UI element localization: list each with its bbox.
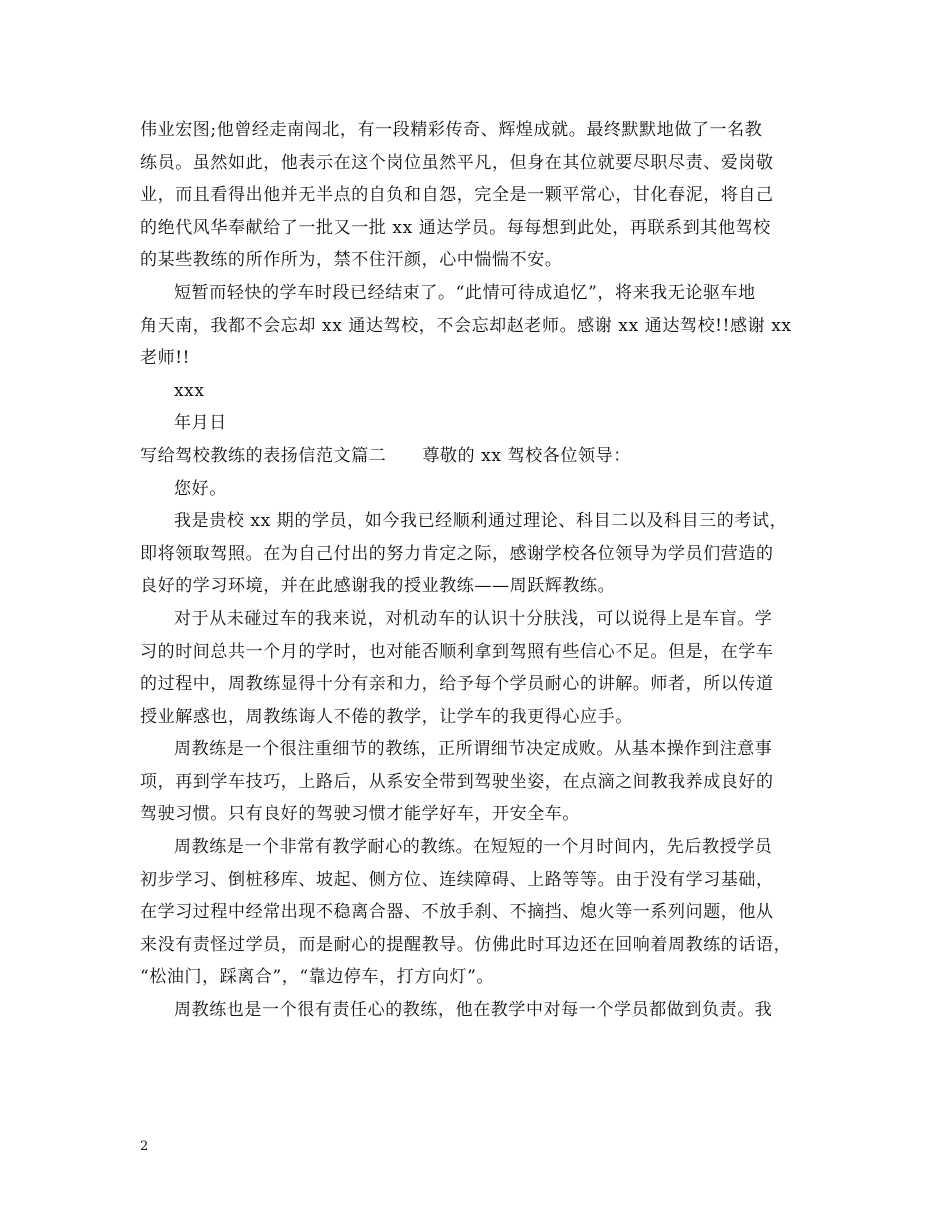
page-number: 2: [140, 1139, 149, 1154]
document-body: [140, 117, 825, 1030]
text-line: 的过程中，周教练显得十分有亲和力，给予每个学员耐心的讲解。师者，所以传道: [140, 674, 774, 695]
text-line: 对于从未碰过车的我来说，对机动车的认识十分肤浅，可以说得上是车盲。学: [174, 608, 773, 629]
text-line: 初步学习、倒桩移库、坡起、侧方位、连续障碍、上路等等。由于没有学习基础，: [140, 869, 774, 890]
signature-date: 年月日: [174, 413, 227, 434]
text-line: 老师!!: [140, 348, 191, 369]
text-line: 的绝代风华奉献给了一批又一批 xx 通达学员。每每想到此处，再联系到其他驾校: [140, 217, 771, 238]
text-line: 授业解惑也，周教练诲人不倦的教学，让学车的我更得心应手。: [140, 706, 633, 727]
text-line: 周教练也是一个很有责任心的教练，他在教学中对每一个学员都做到负责。我: [174, 1000, 773, 1021]
text-line: 周教练是一个很注重细节的教练，正所谓细节决定成败。从基本操作到注意事: [174, 739, 773, 760]
text-line: 练员。虽然如此，他表示在这个岗位虽然平凡，但身在其位就要尽职尽责、爱岗敬: [140, 152, 774, 173]
greeting: 您好。: [174, 478, 227, 499]
text-line: 驾驶习惯。只有良好的驾驶习惯才能学好车，开安全车。: [140, 804, 580, 825]
text-line: 项，再到学车技巧，上路后，从系安全带到驾驶坐姿，在点滴之间教我养成良好的: [140, 771, 774, 792]
text-line: 良好的学习环境，并在此感谢我的授业教练——周跃辉教练。: [140, 576, 616, 597]
section-heading-line: [140, 443, 825, 469]
salutation: 尊敬的 xx 驾校各位领导：: [422, 445, 631, 466]
signature-name: xxx: [174, 380, 205, 401]
text-line: 业，而且看得出他并无半点的自负和自怨，完全是一颗平常心，甘化春泥，将自己: [140, 185, 774, 206]
text-line: 周教练是一个非常有教学耐心的教练。在短短的一个月时间内，先后教授学员: [174, 837, 773, 858]
section-title: 写给驾校教练的表扬信范文篇二: [140, 445, 387, 466]
text-line: 即将领取驾照。在为自己付出的努力肯定之际，感谢学校各位领导为学员们营造的: [140, 543, 774, 564]
text-line: 来没有责怪过学员，而是耐心的提醒教导。仿佛此时耳边还在回响着周教练的话语，: [140, 934, 792, 955]
text-line: 在学习过程中经常出现不稳离合器、不放手刹、不摘挡、熄火等一系列问题，他从: [140, 902, 774, 923]
text-line: 的某些教练的所作所为，禁不住汗颜，心中惴惴不安。: [140, 250, 563, 271]
text-line: 我是贵校 xx 期的学员，如今我已经顺利通过理论、科目二以及科目三的考试，: [174, 511, 788, 532]
text-line: 习的时间总共一个月的学时，也对能否顺利拿到驾照有些信心不足。但是，在学车: [140, 641, 774, 662]
text-line: “松油门，踩离合”，“靠边停车，打方向灯”。: [140, 967, 494, 988]
text-line: 角天南，我都不会忘却 xx 通达驾校，不会忘却赵老师。感谢 xx 通达驾校!!感谢 xx: [140, 315, 792, 336]
text-line: 伟业宏图;他曾经走南闯北，有一段精彩传奇、辉煌成就。最终默默地做了一名教: [140, 120, 763, 140]
text-line: 短暂而轻快的学车时段已经结束了。“此情可待成追忆”，将来我无论驱车地: [174, 282, 756, 303]
